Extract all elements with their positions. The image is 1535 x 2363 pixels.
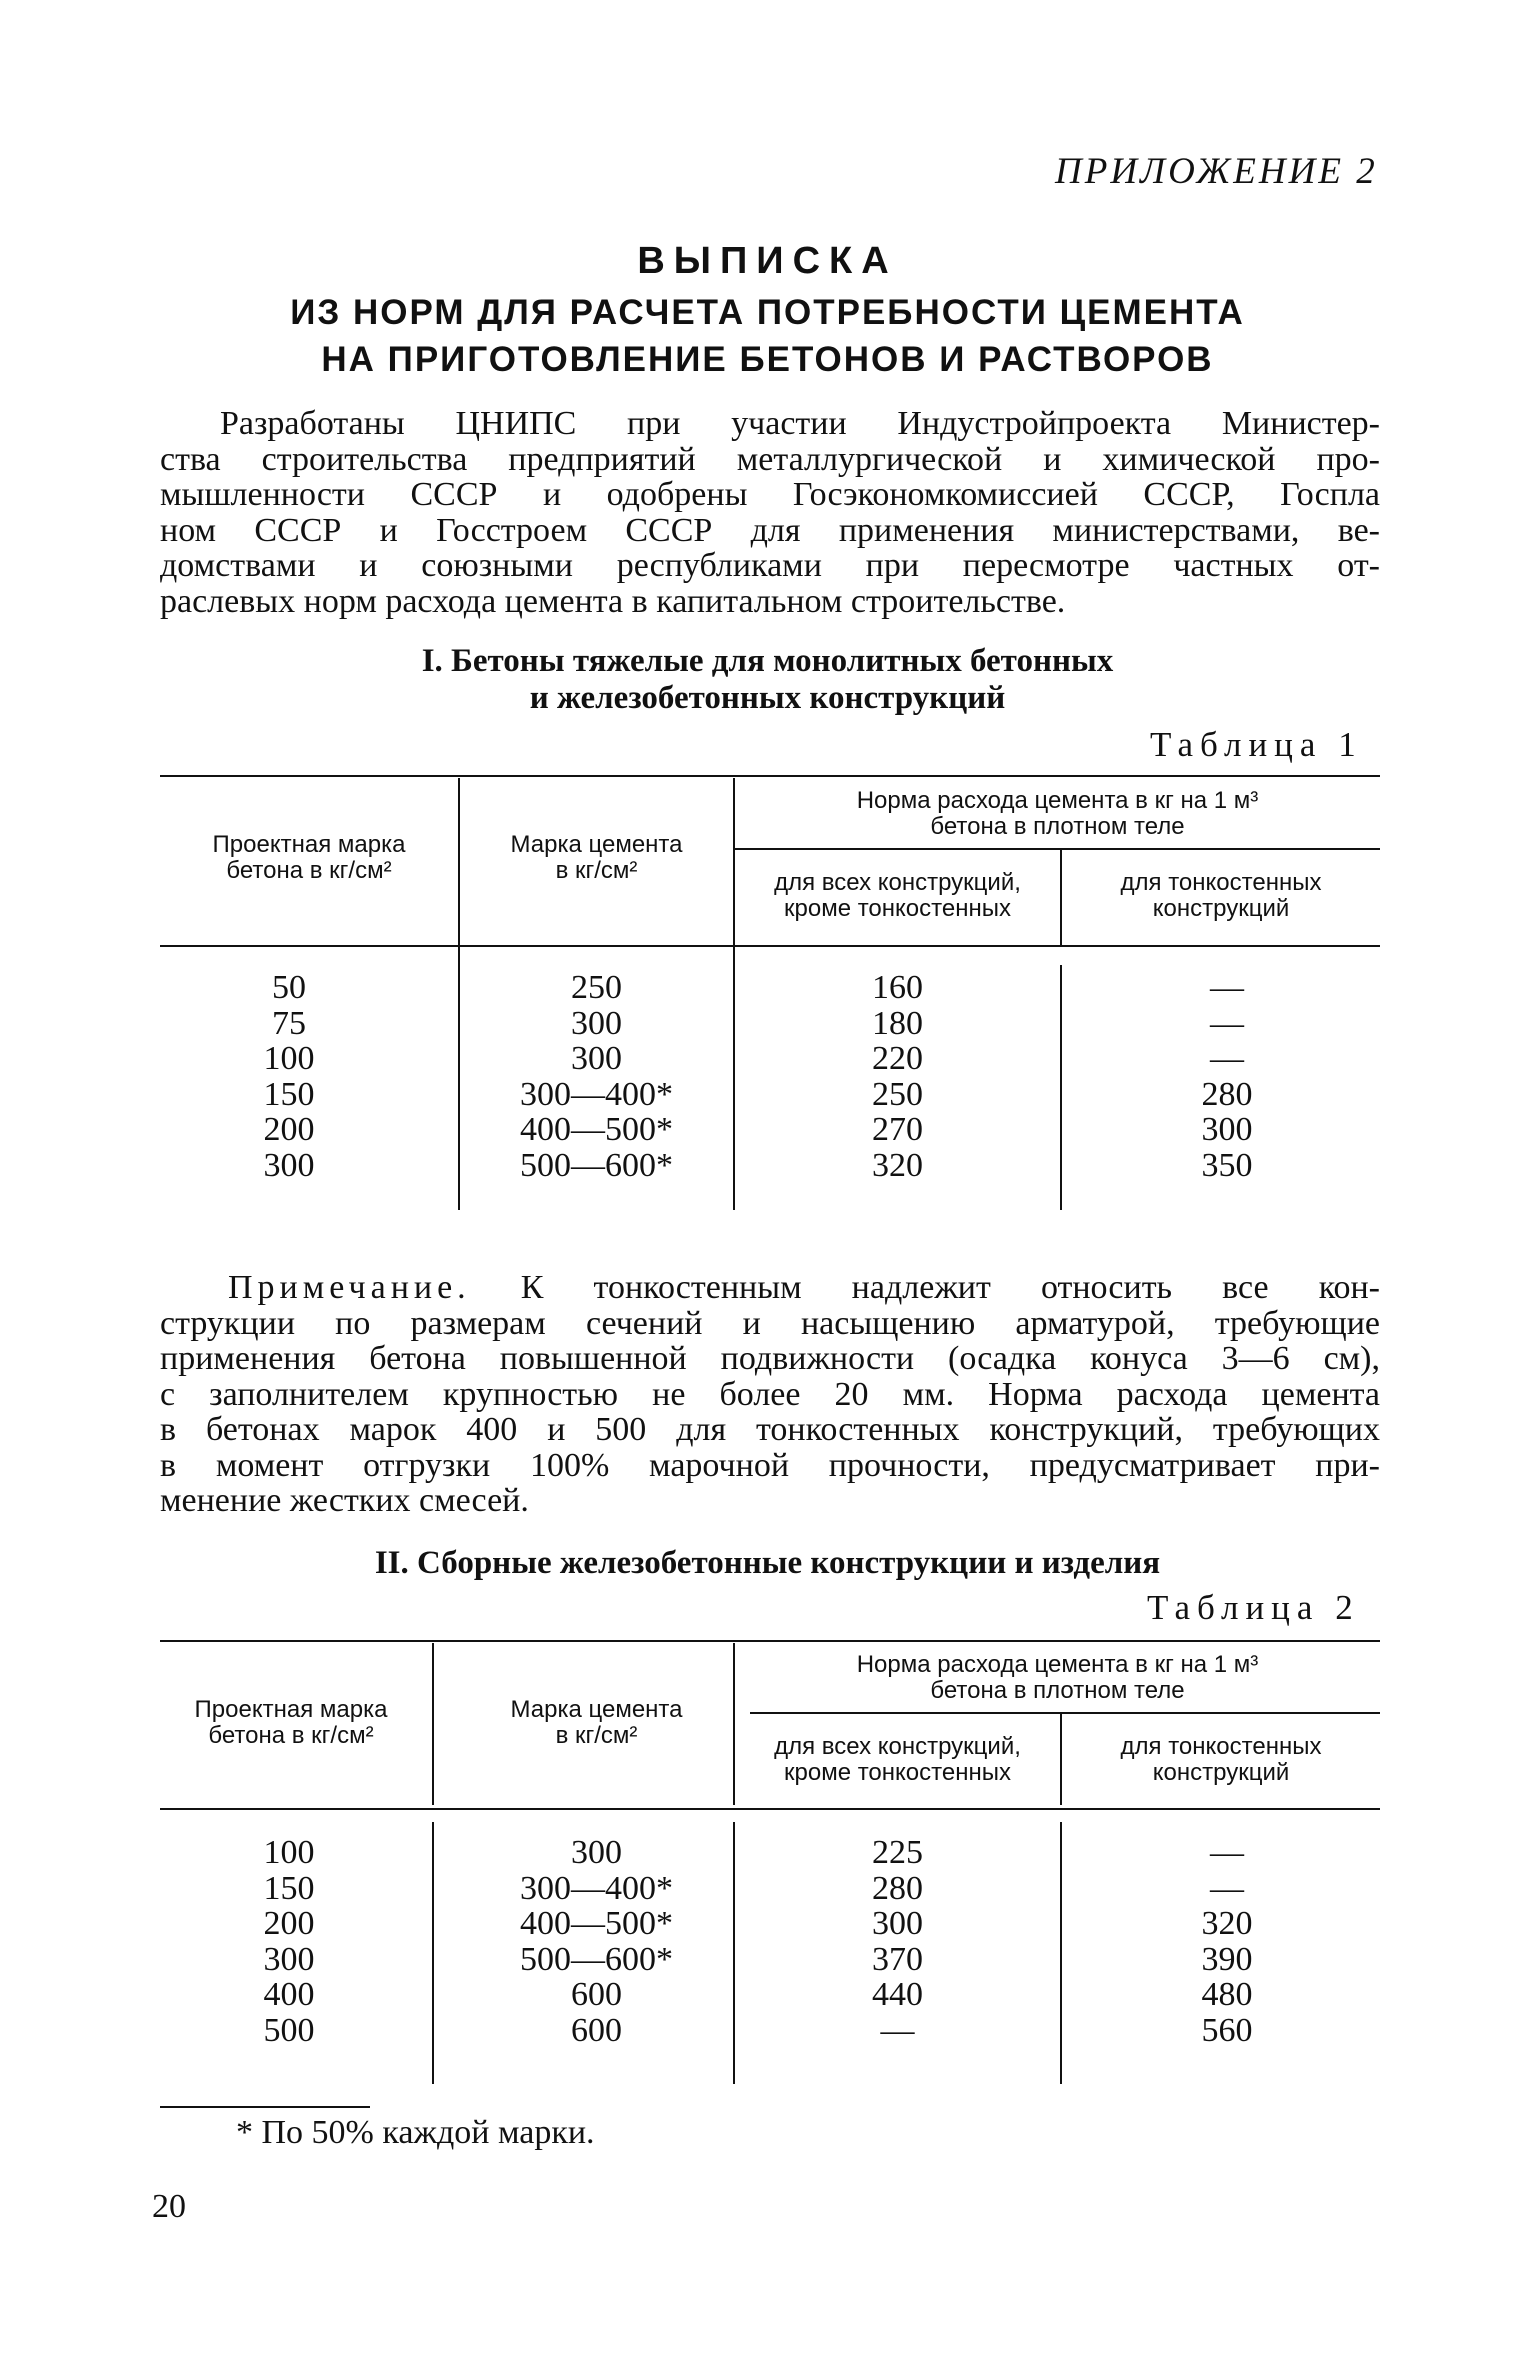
col-all	[735, 1835, 1060, 2048]
note-line: струкции по размерам сечений и насыщению арматурой, требующие	[160, 1304, 1380, 1342]
header-grade: Проектная марка бетона в кг/см²	[212, 831, 406, 884]
table-cell: —	[880, 2011, 915, 2049]
table-cell: 400	[263, 1976, 315, 2013]
header-thin: для тонкостенных конструкций	[1120, 1733, 1322, 1786]
col-all	[735, 970, 1060, 1183]
doc-title: ВЫПИСКА	[637, 240, 898, 282]
col-thin	[1062, 1835, 1392, 2048]
table-cell: 500—600*	[520, 1940, 673, 1978]
table-cell: 250	[872, 1075, 923, 1113]
note-label: Примечание.	[228, 1269, 471, 1306]
header-all: для всех конструкций, кроме тонкостенных	[774, 1733, 1021, 1786]
intro-line: раслевых норм расхода цемента в капитальном строительстве.	[160, 582, 1066, 620]
note-paragraph: Примечание. К тонкостенным надлежит относить все кон- струкции по размерам сечений и насыщению арматурой, требующие применения бетона повышенной подвижности (осадка конуса 3—6 см), с заполнителем крупностью не более 20 мм. Норма расхода цемента в бетонах марок 400 и 500 для тонкостенных конструкций, требующих в момент отгрузки 100% марочной прочности, предусматривает при- менение жестких смесей.	[160, 1269, 1380, 1519]
table-cell: 300	[571, 1834, 622, 1871]
header-all: для всех конструкций, кроме тонкостенных	[774, 869, 1021, 922]
table-cell: 300	[571, 1004, 622, 1042]
table-cell: 300—400*	[520, 1869, 673, 1907]
table-cell: —	[1210, 1869, 1244, 1907]
table-cell: 200	[263, 1111, 315, 1148]
intro-line: Разработаны ЦНИПС при участии Индустройпроекта Министер-	[220, 405, 1380, 442]
table-cell: 100	[263, 1040, 315, 1077]
table-cell: 200	[263, 1905, 315, 1942]
table-cell: 150	[263, 1869, 315, 1907]
header-grade: Проектная марка бетона в кг/см²	[194, 1696, 388, 1749]
table-cell: 350	[1201, 1146, 1253, 1184]
note-line: в бетонах марок 400 и 500 для тонкостенных конструкций, требующих	[160, 1411, 1380, 1448]
page-number: 20	[152, 2188, 186, 2225]
table-cell: 280	[1201, 1075, 1253, 1113]
table-cell: 500—600*	[520, 1146, 673, 1184]
table-cell: —	[1210, 1834, 1244, 1871]
table-cell: 300	[872, 1905, 923, 1942]
table-cell: 390	[1201, 1940, 1253, 1978]
table1-label: Таблица 1	[1150, 725, 1363, 764]
intro-line: ном СССР и Госстроем СССР для применения министерствами, ве-	[160, 511, 1380, 549]
table-cell: 320	[1201, 1905, 1253, 1942]
note-line: с заполнителем крупностью не более 20 мм. Норма расхода цемента	[160, 1375, 1380, 1413]
table-cell: 370	[872, 1940, 923, 1978]
col-grade	[160, 1835, 418, 2048]
col-grade	[160, 970, 418, 1183]
note-line: применения бетона повышенной подвижности (осадка конуса 3—6 см),	[160, 1340, 1380, 1377]
section1-heading: I. Бетоны тяжелые для монолитных бетонных	[421, 643, 1114, 679]
table-cell: 180	[872, 1004, 923, 1042]
footnote-divider	[160, 2106, 370, 2108]
table-cell: 600	[571, 2011, 622, 2049]
col-cement	[460, 970, 733, 1183]
table-cell: 75	[272, 1004, 306, 1042]
header-cement: Марка цемента в кг/см²	[510, 831, 683, 884]
col-cement	[460, 1835, 733, 2048]
note-line: в момент отгрузки 100% марочной прочности, предусматривает при-	[160, 1446, 1380, 1484]
table2-label: Таблица 2	[1147, 1588, 1360, 1627]
table-cell: 560	[1201, 2011, 1253, 2049]
table-cell: 400—500*	[520, 1111, 673, 1148]
table-cell: 270	[872, 1111, 923, 1148]
section1-heading-line2: и железобетонных конструкций	[529, 680, 1006, 716]
table-cell: —	[1210, 1040, 1244, 1077]
table-cell: 480	[1201, 1976, 1253, 2013]
appendix-label: ПРИЛОЖЕНИЕ 2	[1055, 151, 1378, 192]
table-cell: —	[1210, 1004, 1244, 1042]
header-cement: Марка цемента в кг/см²	[510, 1696, 683, 1749]
intro-line: мышленности СССР и одобрены Госэкономкомиссией СССР, Госпла	[160, 476, 1380, 513]
doc-subtitle-line2: НА ПРИГОТОВЛЕНИЕ БЕТОНОВ И РАСТВОРОВ	[321, 340, 1214, 379]
table-cell: 280	[872, 1869, 923, 1907]
intro-line: ства строительства предприятий металлургической и химической про-	[160, 440, 1380, 478]
table-cell: 300	[571, 1040, 622, 1077]
table-cell: 150	[263, 1075, 315, 1113]
table-cell: 220	[872, 1040, 923, 1077]
table-cell: 250	[571, 969, 622, 1006]
table-cell: 225	[872, 1834, 923, 1871]
table-cell: 300—400*	[520, 1075, 673, 1113]
header-norm: Норма расхода цемента в кг на 1 м³ бетона в плотном теле	[856, 1651, 1259, 1704]
footnote: * По 50% каждой марки.	[236, 2114, 595, 2151]
header-norm: Норма расхода цемента в кг на 1 м³ бетона в плотном теле	[856, 787, 1259, 840]
table-cell: 400—500*	[520, 1905, 673, 1942]
table-cell: 600	[571, 1976, 622, 2013]
section2-heading: II. Сборные железобетонные конструкции и изделия	[374, 1545, 1161, 1581]
table-cell: 160	[872, 969, 923, 1006]
table-cell: 500	[263, 2011, 315, 2049]
table-cell: —	[1210, 969, 1244, 1006]
table-cell: 320	[872, 1146, 923, 1184]
table-cell: 100	[263, 1834, 315, 1871]
table-cell: 300	[263, 1146, 315, 1184]
table-cell: 440	[872, 1976, 923, 2013]
table-cell: 300	[263, 1940, 315, 1978]
intro-paragraph	[160, 406, 1380, 619]
header-thin: для тонкостенных конструкций	[1120, 869, 1322, 922]
intro-line: домствами и союзными республиками при пересмотре частных от-	[160, 547, 1380, 584]
col-thin	[1062, 970, 1392, 1183]
note-line: менение жестких смесей.	[160, 1482, 529, 1519]
table-cell: 300	[1201, 1111, 1253, 1148]
table-cell: 50	[272, 969, 306, 1006]
doc-subtitle-line1: ИЗ НОРМ ДЛЯ РАСЧЕТА ПОТРЕБНОСТИ ЦЕМЕНТА	[290, 293, 1245, 332]
